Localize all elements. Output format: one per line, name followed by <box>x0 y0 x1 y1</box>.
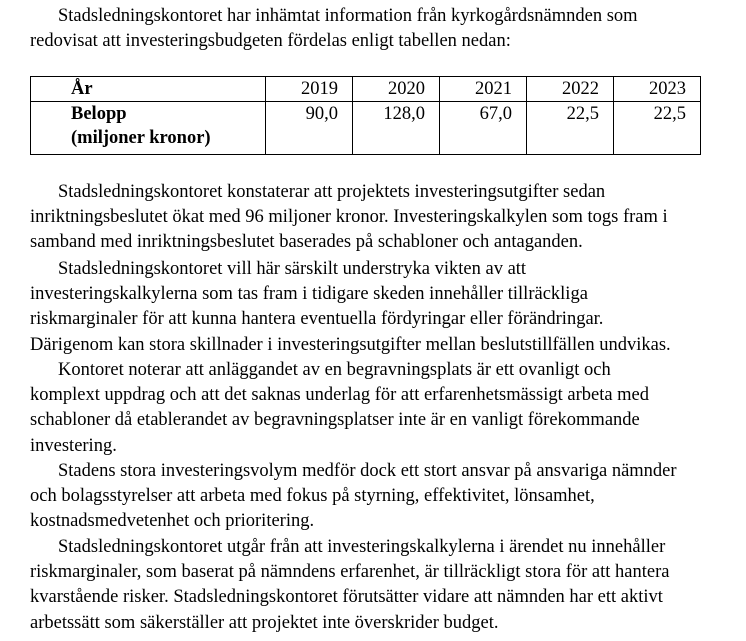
amount-cell: 128,0 <box>353 102 440 155</box>
amount-cell: 22,5 <box>614 102 701 155</box>
year-cell: 2023 <box>614 77 701 102</box>
amount-cell: 90,0 <box>266 102 353 155</box>
year-cell: 2019 <box>266 77 353 102</box>
body-paragraph: Stadens stora investeringsvolym medför dock ett stort ansvar på ansvariga nämnder och bolagsstyrelser att arbeta med fokus på styrning, effektivitet, lönsamhet, kostnadsmedvetenhet och prioritering. <box>30 461 677 532</box>
intro-paragraph: Stadsledningskontoret har inhämtat information från kyrkogårdsnämnden som redovisat att investeringsbudgeten fördelas enligt tabellen nedan: <box>30 6 638 52</box>
table-header-row <box>31 77 701 102</box>
body-paragraph: Stadsledningskontoret konstaterar att projektets investeringsutgifter sedan inriktningsbeslutet ökat med 96 miljoner kronor. Investeringskalkylen som togs fram i samband med inriktningsbeslutet baserades på schabloner och antaganden. <box>30 182 668 253</box>
amount-cell: 22,5 <box>527 102 614 155</box>
year-cell: 2020 <box>353 77 440 102</box>
amount-cell: 67,0 <box>440 102 527 155</box>
year-cell: 2021 <box>440 77 527 102</box>
amount-label-cell: Belopp (miljoner kronor) <box>31 102 266 155</box>
year-header-cell: År <box>31 77 266 102</box>
body-paragraph: Stadsledningskontoret utgår från att investeringskalkylerna i ärendet nu innehåller riskmarginaler, som baserat på nämndens erfarenhet, är tillräckligt stora för att hantera kvarstående risker. Stadsledningskontoret förutsätter vidare att nämnden har ett aktivt arbetssätt som säkerställer att projektet inte överskrider budget. <box>30 537 670 633</box>
body-paragraph: Kontoret noterar att anläggandet av en begravningsplats är ett ovanligt och komplext uppdrag och att det saknas underlag för att erfarenhetsmässigt arbeta med schabloner då etablerandet av begravningsplatser inte är en vanligt förekommande investering. <box>30 360 650 456</box>
table-value-row <box>31 102 701 155</box>
year-cell: 2022 <box>527 77 614 102</box>
investment-budget-table <box>30 76 701 155</box>
body-paragraph: Stadsledningskontoret vill här särskilt understryka vikten av att investeringskalkylerna som tas fram i tidigare skeden innehåller tillräckliga riskmarginaler för att kunna hantera eventuella fördyringar eller förändringar. Därigenom kan stora skillnader i investeringsutgifter mellan beslutstillfällen undvikas. <box>30 259 671 355</box>
